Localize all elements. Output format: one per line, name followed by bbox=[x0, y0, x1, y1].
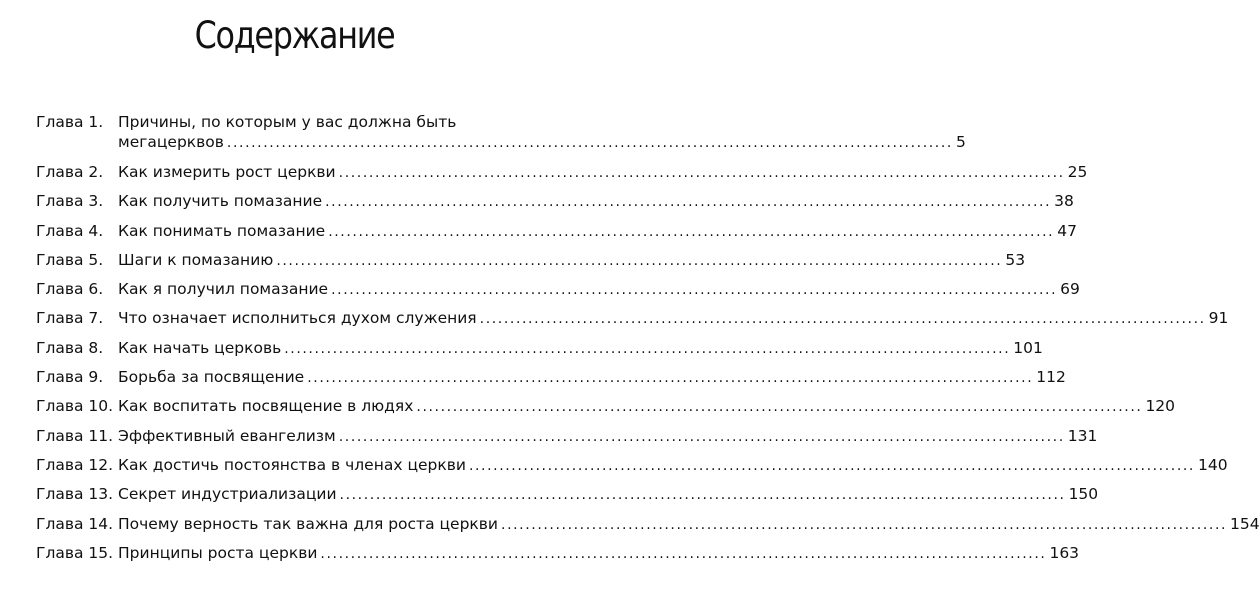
leader-dots: ........................................................................................................................ bbox=[416, 399, 1143, 416]
chapter-number: Глава 2. bbox=[36, 163, 104, 181]
toc-entry[interactable] bbox=[36, 426, 1098, 455]
page-number: 69 bbox=[1060, 280, 1080, 299]
chapter-number: Глава 4. bbox=[36, 221, 104, 240]
leader-dots: ........................................................................................................................ bbox=[276, 252, 1003, 269]
leader-dots: ........................................................................................................................ bbox=[339, 487, 1066, 504]
leader-dots: ........................................................................................................................ bbox=[338, 165, 1065, 181]
leader-dots: ........................................................................................................................ bbox=[307, 370, 1034, 387]
chapter-title: Почему верность так важна для роста церкви bbox=[118, 514, 499, 533]
leader-dots: ........................................................................................................................ bbox=[284, 340, 1011, 357]
toc-entry[interactable] bbox=[36, 455, 1228, 484]
page-number: 150 bbox=[1068, 485, 1099, 504]
leader-dots: ........................................................................................................................ bbox=[226, 135, 953, 151]
toc-entry[interactable] bbox=[36, 221, 1077, 250]
page-number: 154 bbox=[1230, 514, 1260, 533]
toc-list bbox=[36, 112, 1260, 572]
leader-dots: ........................................................................................................................ bbox=[331, 282, 1058, 299]
chapter-title: Как начать церковь bbox=[118, 338, 282, 357]
toc-entry[interactable] bbox=[36, 191, 1074, 220]
chapter-title: Как я получил помазание bbox=[118, 280, 329, 299]
chapter-number: Глава 14. bbox=[36, 514, 114, 533]
chapter-title: Как получить помазание bbox=[118, 192, 323, 211]
toc-entry[interactable] bbox=[36, 514, 1260, 543]
page-number: 120 bbox=[1145, 397, 1176, 416]
chapter-title: Как понимать помазание bbox=[118, 221, 326, 240]
toc-entry[interactable] bbox=[36, 112, 966, 162]
chapter-title: Эффективный евангелизм bbox=[118, 426, 336, 445]
chapter-title: Принципы роста церкви bbox=[118, 543, 318, 562]
page-number: 5 bbox=[955, 133, 966, 151]
page-number: 53 bbox=[1005, 250, 1026, 269]
chapter-title: Что означает исполниться духом служения bbox=[118, 309, 477, 328]
chapter-number: Глава 10. bbox=[36, 397, 114, 416]
chapter-title: мегацерквов bbox=[118, 133, 224, 151]
chapter-number: Глава 1. bbox=[36, 113, 104, 131]
page-number: 112 bbox=[1036, 368, 1066, 387]
chapter-number: Глава 3. bbox=[36, 192, 104, 211]
page-number: 163 bbox=[1049, 543, 1080, 562]
toc-entry[interactable] bbox=[36, 338, 1043, 367]
toc-entry[interactable] bbox=[36, 396, 1176, 425]
page-number: 131 bbox=[1067, 426, 1098, 445]
chapter-number: Глава 12. bbox=[36, 455, 114, 474]
page-number: 140 bbox=[1197, 455, 1228, 474]
chapter-number: Глава 9. bbox=[36, 368, 104, 387]
page-title: Содержание bbox=[194, 14, 395, 57]
toc-entry[interactable] bbox=[36, 250, 1026, 279]
chapter-title: Секрет индустриализации bbox=[118, 485, 337, 504]
chapter-number: Глава 6. bbox=[36, 280, 104, 299]
chapter-number: Глава 13. bbox=[36, 485, 114, 504]
chapter-number: Глава 7. bbox=[36, 309, 104, 328]
leader-dots: ........................................................................................................................ bbox=[325, 194, 1052, 211]
chapter-title: Шаги к помазанию bbox=[118, 250, 274, 269]
toc-entry[interactable] bbox=[36, 543, 1080, 572]
leader-dots: ........................................................................................................................ bbox=[501, 516, 1228, 533]
chapter-number: Глава 5. bbox=[36, 250, 104, 269]
leader-dots: ........................................................................................................................ bbox=[320, 545, 1047, 562]
toc-entry[interactable] bbox=[36, 484, 1099, 513]
page-number: 38 bbox=[1054, 192, 1074, 211]
toc-entry[interactable] bbox=[36, 162, 1088, 191]
page-number: 91 bbox=[1208, 309, 1229, 328]
leader-dots: ........................................................................................................................ bbox=[328, 223, 1055, 240]
toc-entry[interactable] bbox=[36, 367, 1066, 396]
page-number: 101 bbox=[1013, 338, 1043, 357]
toc-entry[interactable] bbox=[36, 279, 1080, 308]
chapter-title: Как достичь постоянства в членах церкви bbox=[118, 455, 466, 474]
page-number: 25 bbox=[1067, 163, 1088, 181]
leader-dots: ........................................................................................................................ bbox=[468, 457, 1195, 474]
chapter-title-line1: Причины, по которым у вас должна быть bbox=[118, 113, 457, 131]
chapter-number: Глава 11. bbox=[36, 426, 114, 445]
leader-dots: ........................................................................................................................ bbox=[338, 428, 1065, 445]
chapter-number: Глава 15. bbox=[36, 543, 114, 562]
chapter-number: Глава 8. bbox=[36, 338, 104, 357]
chapter-title: Как воспитать посвящение в людях bbox=[118, 397, 414, 416]
toc-entry[interactable] bbox=[36, 308, 1229, 337]
chapter-title: Борьба за посвящение bbox=[118, 368, 305, 387]
chapter-title: Как измерить рост церкви bbox=[118, 163, 336, 181]
page-number: 47 bbox=[1057, 221, 1077, 240]
leader-dots: ........................................................................................................................ bbox=[479, 311, 1206, 328]
